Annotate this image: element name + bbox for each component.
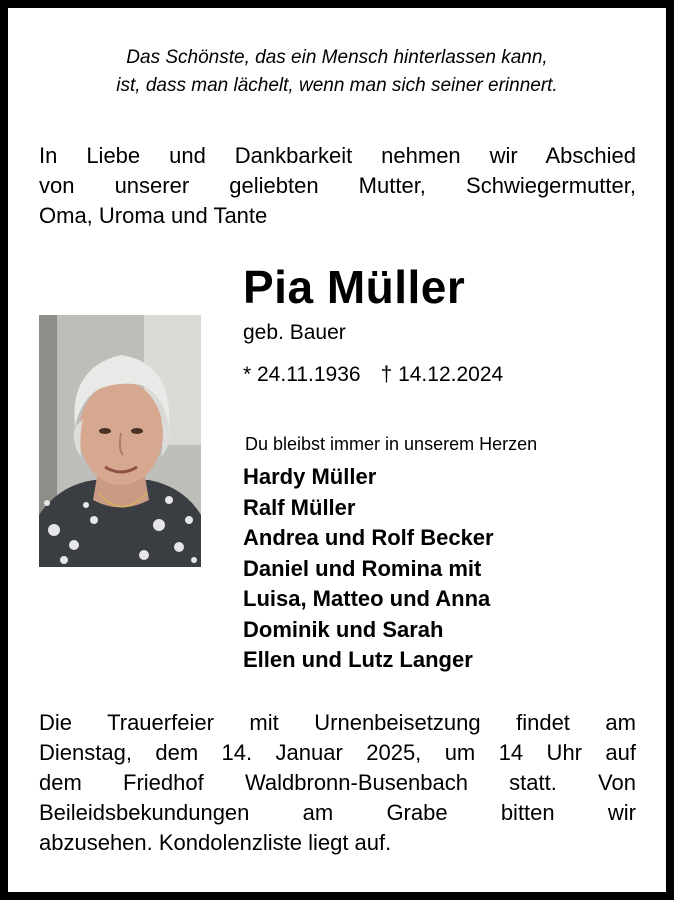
memorial-quote [38, 44, 636, 100]
mourners-list [243, 462, 494, 676]
mourner: Andrea und Rolf Becker [243, 525, 494, 550]
deceased-name: Pia Müller [243, 261, 466, 313]
mourner: Ralf Müller [243, 494, 356, 520]
funeral-line: Beileidsbekundungen am Grabe bitten wir [39, 800, 636, 825]
funeral-line: Die Trauerfeier mit Urnenbeisetzung findet am [39, 710, 636, 735]
death-date: † 14.12.2024 [380, 363, 504, 386]
portrait-photo [39, 315, 201, 567]
mourner: Dominik und Sarah [243, 616, 444, 642]
funeral-line: dem Friedhof Waldbronn-Busenbach statt. Von [39, 770, 636, 795]
funeral-line: abzusehen. Kondolenzliste liegt auf. [39, 830, 392, 855]
mourner: Daniel und Romina mit [243, 555, 482, 581]
portrait-image [39, 315, 201, 567]
mourner: Hardy Müller [243, 464, 377, 489]
funeral-info [39, 708, 636, 858]
motto: Du bleibst immer in unserem Herzen [245, 434, 538, 454]
quote-line: ist, dass man lächelt, wenn man sich seiner erinnert. [116, 75, 558, 96]
birth-name: geb. Bauer [243, 321, 346, 344]
mourner: Luisa, Matteo und Anna [243, 586, 491, 611]
intro-line: von unserer geliebten Mutter, Schwiegermutter, [39, 173, 636, 198]
intro-line: Oma, Uroma und Tante [39, 203, 268, 228]
funeral-line: Dienstag, dem 14. Januar 2025, um 14 Uhr auf [39, 740, 636, 765]
quote-line: Das Schönste, das ein Mensch hinterlassen kann, [126, 47, 548, 68]
birth-date: * 24.11.1936 [243, 363, 361, 386]
mourner: Ellen und Lutz Langer [243, 647, 473, 672]
intro-line: In Liebe und Dankbarkeit nehmen wir Abschied [39, 143, 636, 168]
intro-text [39, 141, 636, 231]
life-dates [243, 363, 503, 387]
